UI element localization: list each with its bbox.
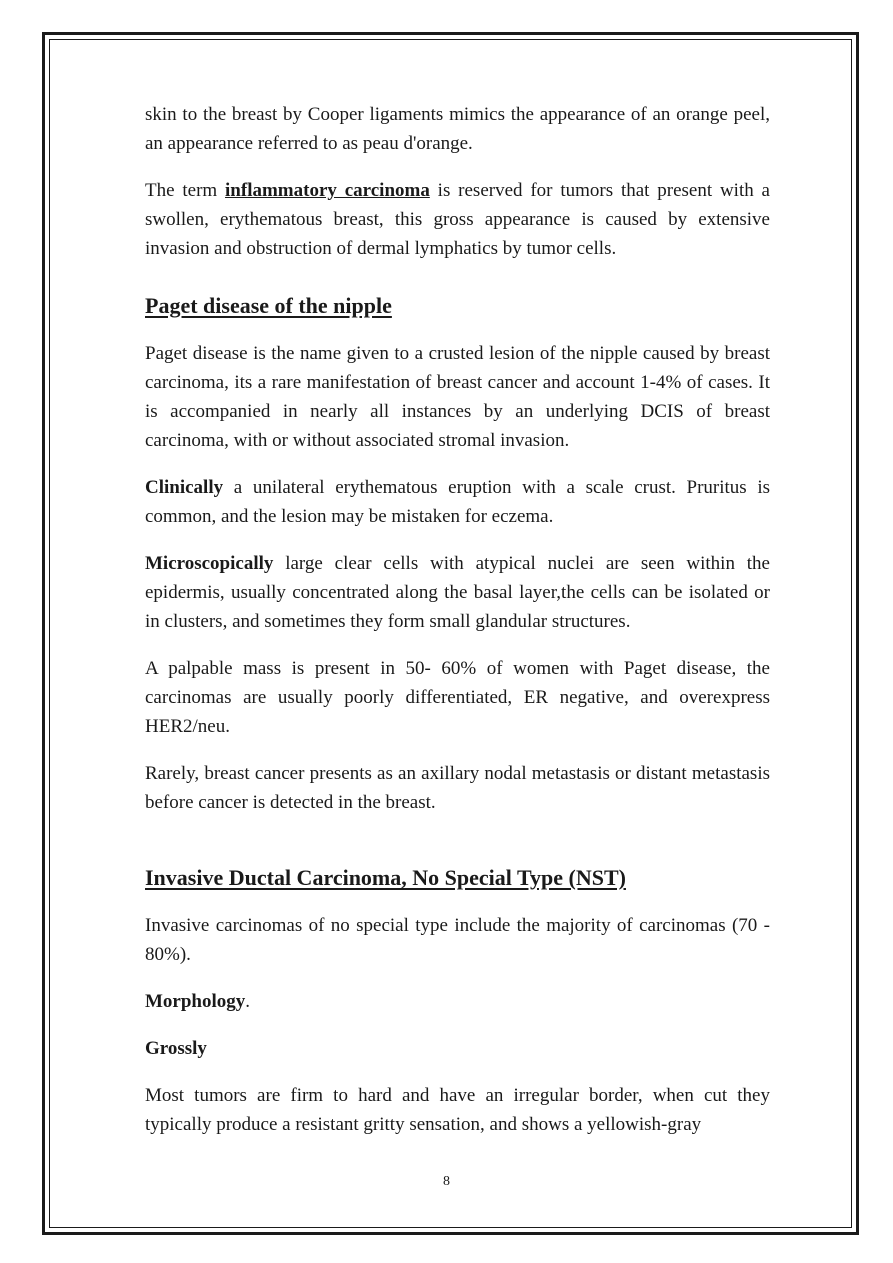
lead-clinically: Clinically [145, 477, 224, 498]
heading-invasive-ductal-carcinoma: Invasive Ductal Carcinoma, No Special Type (NST) [145, 865, 626, 890]
paragraph-clinically [145, 473, 770, 531]
paragraph-palpable-mass: A palpable mass is present in 50- 60% of women with Paget disease, the carcinomas are usually poorly differentiated, ER negative, and overexpress HER2/neu. [145, 658, 770, 737]
term-inflammatory-carcinoma: inflammatory carcinoma [225, 180, 430, 201]
subheading-grossly: Grossly [145, 1038, 207, 1059]
paragraph-grossly: Most tumors are firm to hard and have an irregular border, when cut they typically produce a resistant gritty sensation, and shows a yellowish-gray [145, 1085, 770, 1135]
paragraph-inflammatory-carcinoma [145, 176, 770, 263]
subheading-morphology [145, 987, 770, 1016]
paragraph-peau-dorange: skin to the breast by Cooper ligaments mimics the appearance of an orange peel, an appearance referred to as peau d'orange. [145, 104, 770, 154]
page-number: 8 [443, 1174, 450, 1189]
lead-microscopically: Microscopically [145, 553, 274, 574]
text-run: The term [145, 180, 226, 201]
paragraph-rarely: Rarely, breast cancer presents as an axillary nodal metastasis or distant metastasis before cancer is detected in the breast. [145, 763, 770, 813]
text-run: a unilateral erythematous eruption with a scale crust. Pruritus is common, and the lesion may be mistaken for eczema. [145, 477, 770, 527]
paragraph-invasive-nst: Invasive carcinomas of no special type include the majority of carcinomas (70 - 80%). [145, 915, 770, 965]
subheading-morphology-text: Morphology [145, 991, 246, 1012]
subheading-morphology-punct: . [245, 991, 251, 1012]
heading-paget-disease: Paget disease of the nipple [145, 293, 392, 318]
paragraph-microscopically [145, 549, 770, 636]
text-run: is reserved for tumors that present with a swollen, erythematous breast, this gross appearance is caused by extensive invasion and obstruction of dermal lymphatics by tumor cells. [145, 180, 770, 259]
page-content [145, 100, 770, 1139]
text-run: large clear cells with atypical nuclei are seen within the epidermis, usually concentrated along the basal layer,the cells can be isolated or in clusters, and sometimes they form small glandular structures. [145, 553, 770, 632]
paragraph-paget-definition: Paget disease is the name given to a crusted lesion of the nipple caused by breast carcinoma, its a rare manifestation of breast cancer and account 1-4% of cases. It is accompanied in nearly all instances by an underlying DCIS of breast carcinoma, with or without associated stromal invasion. [145, 343, 770, 451]
